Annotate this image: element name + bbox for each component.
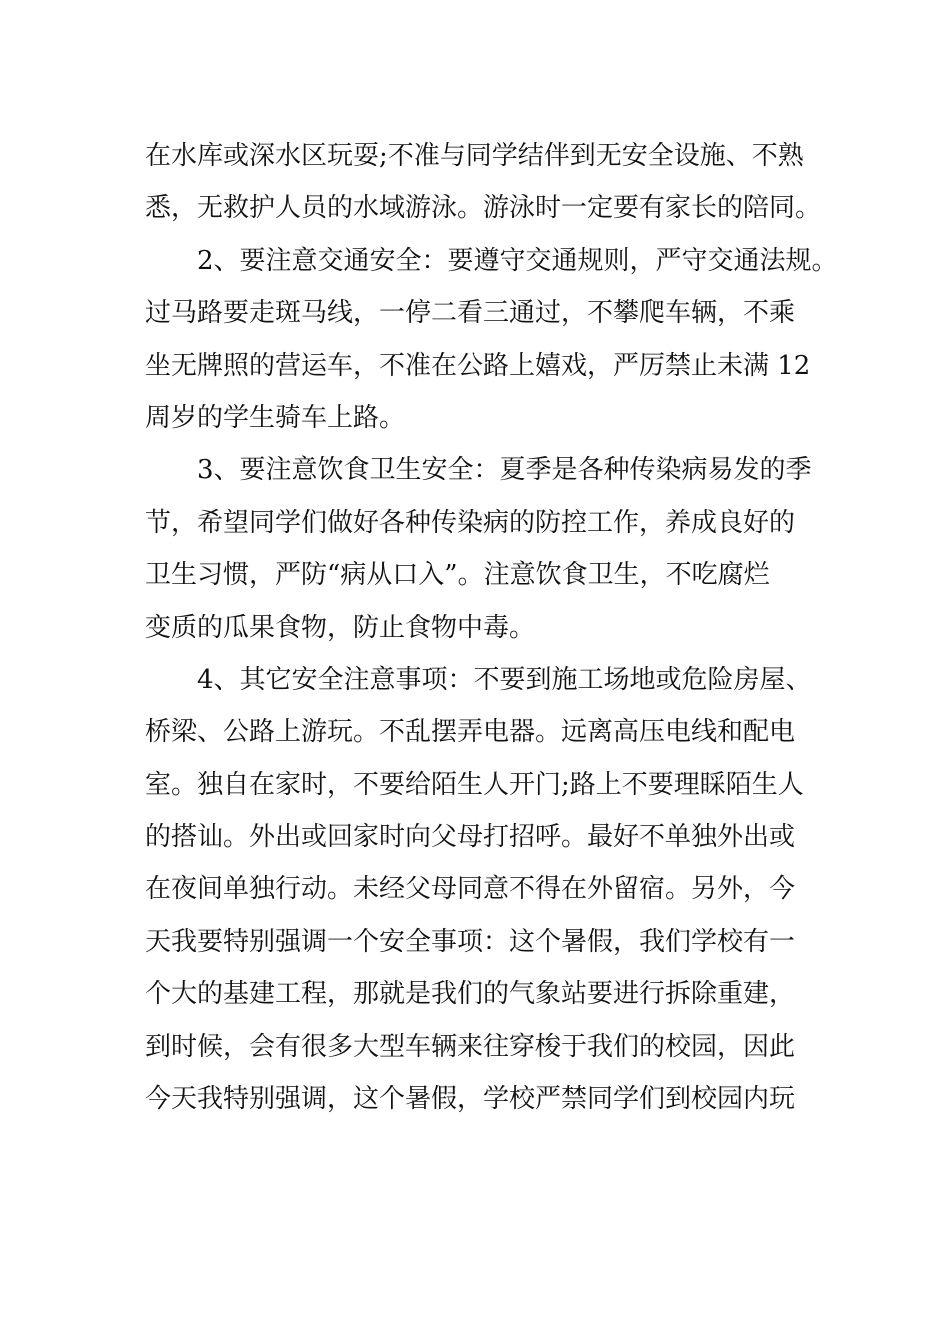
- text-line: 在水库或深水区玩耍;不准与同学结伴到无安全设施、不熟: [145, 141, 804, 171]
- text-line: 坐无牌照的营运车，不准在公路上嬉戏，严厉禁止未满 12: [145, 350, 811, 381]
- text-line: 卫生习惯，严防“病从口入”。注意饮食卫生，不吃腐烂: [145, 560, 770, 591]
- text-line: 天我要特别强调一个安全事项：这个暑假，我们学校有一: [145, 926, 796, 957]
- paragraph-start-line: 3、要注意饮食卫生安全：夏季是各种传染病易发的季: [197, 455, 812, 486]
- text-line: 桥梁、公路上游玩。不乱摆弄电器。远离高压电线和配电: [145, 717, 796, 748]
- text-line: 节，希望同学们做好各种传染病的防控工作，养成良好的: [145, 507, 796, 538]
- text-line: 过马路要走斑马线，一停二看三通过，不攀爬车辆，不乘: [145, 298, 796, 329]
- paragraph-start-line: 4、其它安全注意事项：不要到施工场地或危险房屋、: [197, 664, 812, 695]
- text-line: 的搭讪。外出或回家时向父母打招呼。最好不单独外出或: [145, 822, 796, 853]
- text-line: 到时候，会有很多大型车辆来往穿梭于我们的校园，因此: [145, 1031, 796, 1062]
- text-line: 室。独自在家时，不要给陌生人开门;路上不要理睬陌生人: [145, 769, 804, 800]
- text-line: 今天我特别强调，这个暑假，学校严禁同学们到校园内玩: [145, 1084, 796, 1115]
- document-body: [145, 130, 838, 1125]
- text-line: 悉，无救护人员的水域游泳。游泳时一定要有家长的陪同。: [145, 193, 822, 224]
- text-line: 周岁的学生骑车上路。: [145, 402, 406, 433]
- text-line: 在夜间单独行动。未经父母同意不得在外留宿。另外，今: [145, 874, 796, 905]
- text-line: 变质的瓜果食物，防止食物中毒。: [145, 612, 536, 643]
- paragraph-start-line: 2、要注意交通安全：要遵守交通规则，严守交通法规。: [197, 245, 838, 276]
- text-line: 个大的基建工程，那就是我们的气象站要进行拆除重建，: [145, 979, 796, 1010]
